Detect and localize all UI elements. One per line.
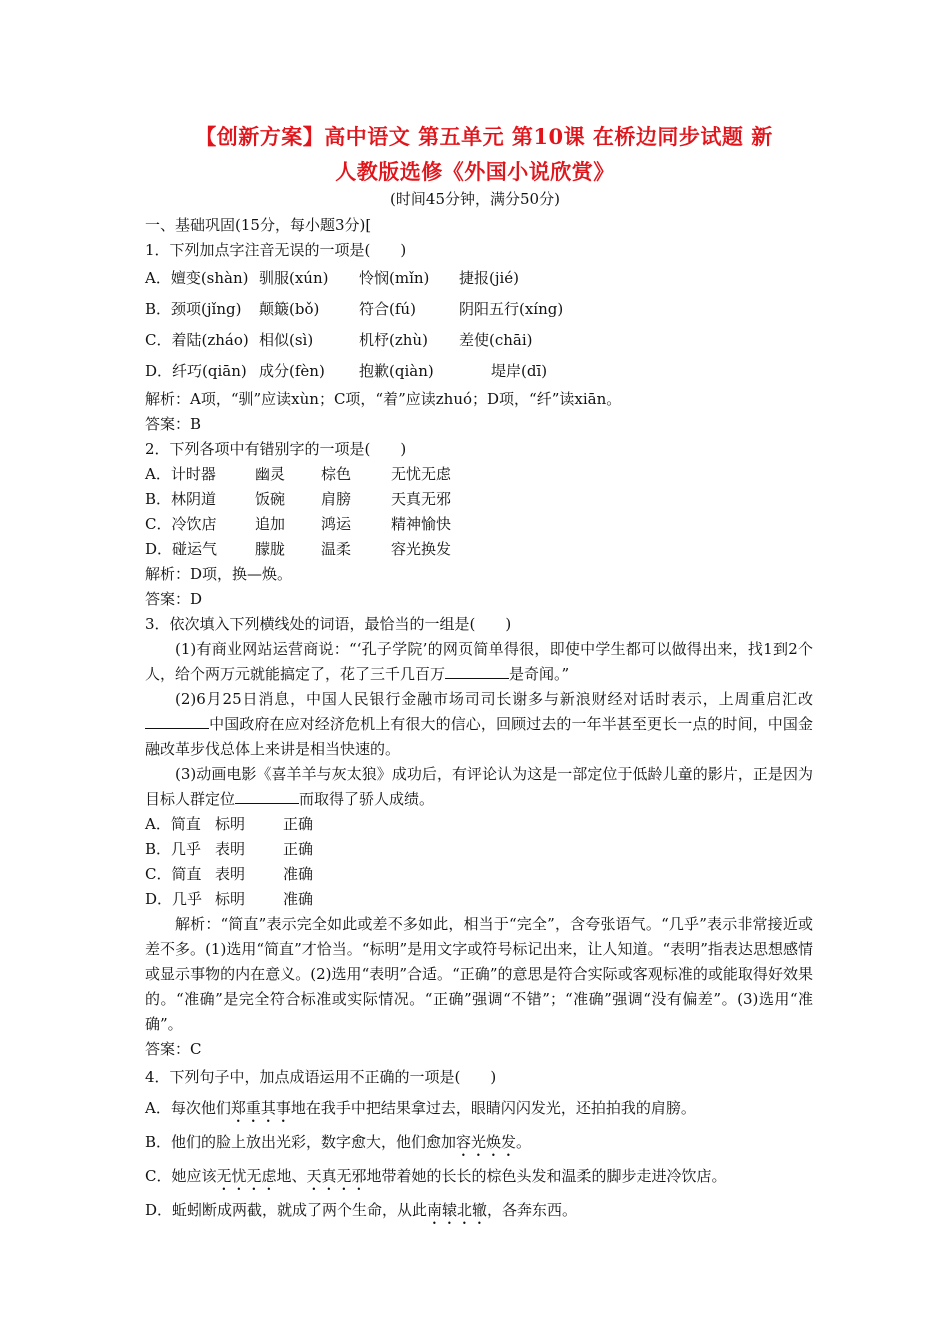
q3-option-d: D．几乎 标明 准确 (145, 890, 314, 908)
q1-option-b: B．颈项(jǐng) 颠簸(bǒ) 符合(fú) 阴阳五行(xíng) (145, 300, 564, 318)
q2-option-b: B．林阴道 饭碗 肩膀 天真无邪 (145, 490, 452, 508)
q1-option-d: D．纤巧(qiān) 成分(fèn) 抱歉(qiàn) 堤岸(dī) (145, 362, 548, 380)
section-heading: 一、基础巩固(15分，每小题3分)[ (145, 216, 372, 234)
dotted-idiom: 容光焕发 (456, 1133, 517, 1151)
q3-passage-3: (3)动画电影《喜羊羊与灰太狼》成功后，有评论认为这是一部定位于低龄儿童的影片，正是因为目标人群定位 而取得了骄人成绩。 (145, 765, 813, 808)
dotted-idiom: 无忧无虑 (216, 1167, 277, 1185)
q2-option-c: C．冷饮店 追加 鸿运 精神愉快 (145, 515, 452, 533)
q4-option-d: D．蚯蚓断成两截，就成了两个生命，从此南辕北辙，各奔东西。 (145, 1201, 578, 1219)
q4-option-a: A．每次他们郑重其事地在我手中把结果拿过去，眼睛闪闪发光，还拍拍我的肩膀。 (145, 1099, 696, 1117)
dotted-idiom: 郑重其事 (230, 1099, 291, 1117)
dotted-idiom: 天真无邪 (306, 1167, 367, 1185)
blank-2 (145, 714, 209, 729)
q3-stem: 3．依次填入下列横线处的词语，最恰当的一组是( ) (145, 615, 512, 633)
q3-passage-2: (2)6月25日消息，中国人民银行金融市场司司长谢多与新浪财经对话时表示，上周重启汇改中国政府在应对经济危机上有很大的信心，回顾过去的一年半甚至更长一点的时间，中国金融改革步伐总体上来讲是相当快速的。 (145, 690, 813, 758)
time-score-note: (时间45分钟，满分50分) (390, 190, 560, 208)
blank-1 (445, 664, 509, 679)
q2-analysis: 解析：D项，换—焕。 (145, 565, 293, 583)
q1-analysis: 解析：A项，“驯”应读xùn；C项，“着”应读zhuó；D项，“纤”读xiān。 (145, 390, 622, 408)
q1-option-c: C．着陆(zháo) 相似(sì) 机杼(zhù) 差使(chāi) (145, 331, 533, 349)
q3-analysis: 解析：“简直”表示完全如此或差不多如此，相当于“完全”，含夸张语气。“几乎”表示非常接近或差不多。(1)选用“简直”才恰当。“标明”是用文字或符号标记出来，让人知道。“表明”指表达思想感情或显示事物的内在意义。(2)选用“表明”合适。“正确”的意思是符合实际或客观标准的或能取得好效果的。“准确”是完全符合标准或实际情况。“正确”强调“不错”；“准确”强调“没有偏差”。(3)选用“准确”。 (145, 915, 813, 1033)
q3-option-b: B．几乎 表明 正确 (145, 840, 314, 858)
q2-answer: 答案：D (145, 590, 203, 608)
q2-option-d: D．碰运气 朦胧 温柔 容光换发 (145, 540, 452, 558)
q2-option-a: A．计时器 幽灵 棕色 无忧无虑 (145, 465, 452, 483)
q3-passage-1: (1)有商业网站运营商说：“‘孔子学院’的网页简单得很，即使中学生都可以做得出来，找1到2个人，给个两万元就能搞定了，花了三千几百万 是奇闻。” (145, 640, 813, 683)
q4-stem: 4．下列句子中，加点成语运用不正确的一项是( ) (145, 1068, 497, 1086)
q1-stem: 1．下列加点字注音无误的一项是( ) (145, 241, 407, 259)
dotted-idiom: 南辕北辙 (427, 1201, 488, 1219)
q3-option-a: A．简直 标明 正确 (145, 815, 314, 833)
q1-answer: 答案：B (145, 415, 202, 433)
blank-3 (235, 789, 299, 804)
document-title-line2: 人教版选修《外国小说欣赏》 (335, 159, 615, 184)
q3-answer: 答案：C (145, 1040, 202, 1058)
document-title-line1: 【创新方案】高中语文 第五单元 第10课 在桥边同步试题 新 (195, 124, 773, 149)
q4-option-c: C．她应该无忧无虑地、天真无邪地带着她的长长的棕色头发和温柔的脚步走进冷饮店。 (145, 1167, 727, 1185)
q1-option-a: A．嬗变(shàn) 驯服(xún) 怜悯(mǐn) 捷报(jié) (145, 269, 520, 287)
q2-stem: 2．下列各项中有错别字的一项是( ) (145, 440, 407, 458)
q4-option-b: B．他们的脸上放出光彩，数字愈大，他们愈加容光焕发。 (145, 1133, 532, 1151)
q3-option-c: C．简直 表明 准确 (145, 865, 314, 883)
document-body (145, 213, 813, 1228)
